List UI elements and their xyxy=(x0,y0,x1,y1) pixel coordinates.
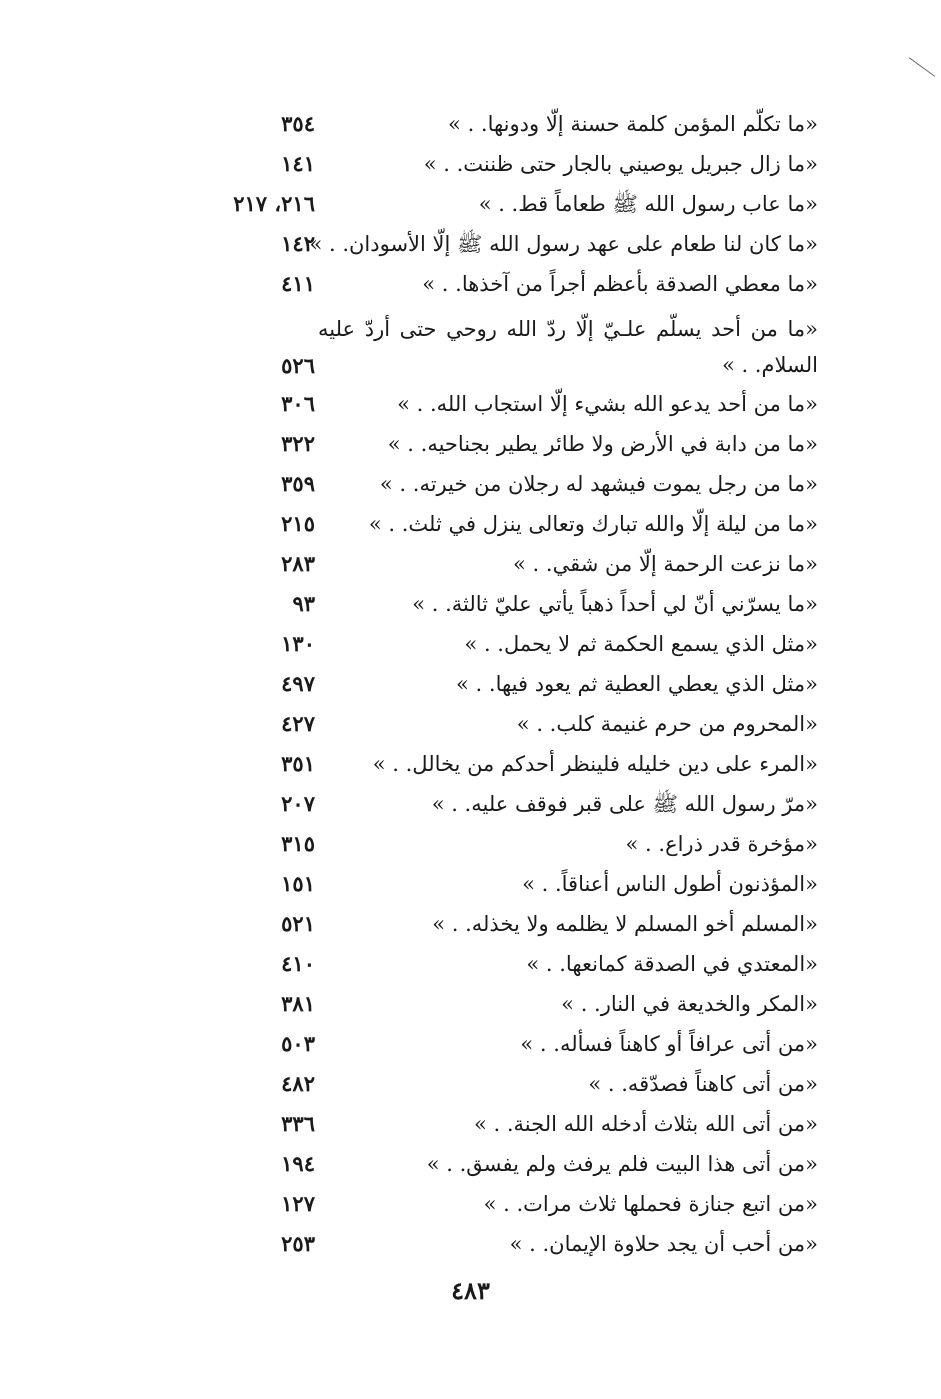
entry-text: «المعتدي في الصدقة كمانعها. . » xyxy=(526,952,818,976)
entry-text: «مثل الذي يعطي العطية ثم يعود فيها. . » xyxy=(456,672,818,696)
entry-page: ١٣٠ xyxy=(281,631,315,656)
index-entry xyxy=(0,825,941,865)
index-entry xyxy=(0,1185,941,1225)
index-entry xyxy=(0,545,941,585)
entry-page: ١٥١ xyxy=(281,871,315,896)
hadith-index-list xyxy=(0,105,941,1265)
index-entry xyxy=(0,1225,941,1265)
entry-text: «من اتبع جنازة فحملها ثلاث مرات. . » xyxy=(483,1192,818,1216)
entry-text: «المرء على دين خليله فلينظر أحدكم من يخالل. . » xyxy=(372,752,818,776)
entry-page: ٥٢٦ xyxy=(281,353,315,378)
entry-page: ٢٠٧ xyxy=(281,791,315,816)
entry-page: ٢٨٣ xyxy=(281,551,315,576)
index-entry xyxy=(0,665,941,705)
entry-text: «مرّ رسول الله ﷺ على قبر فوقف عليه. . » xyxy=(431,792,818,816)
entry-text: «من أحب أن يجد حلاوة الإيمان. . » xyxy=(509,1232,818,1256)
index-entry xyxy=(0,305,941,385)
entry-page: ٣٣٦ xyxy=(281,1111,315,1136)
entry-text: «المحروم من حرم غنيمة كلب. . » xyxy=(516,712,818,736)
entry-text: «المسلم أخو المسلم لا يظلمه ولا يخذله. . » xyxy=(432,912,818,936)
page-number: ٤٨٣ xyxy=(451,1276,490,1305)
entry-page: ٢١٥ xyxy=(281,511,315,536)
entry-text: «من أتى هذا البيت فلم يرفث ولم يفسق. . » xyxy=(426,1152,818,1176)
entry-text: «ما عاب رسول الله ﷺ طعاماً قط. . » xyxy=(478,192,818,216)
entry-page: ٣٥١ xyxy=(281,751,315,776)
entry-text: «ما من رجل يموت فيشهد له رجلان من خيرته. . » xyxy=(379,472,818,496)
entry-text: «ما تكلّم المؤمن كلمة حسنة إلّا ودونها. . » xyxy=(448,112,818,136)
entry-page: ٣٨١ xyxy=(281,991,315,1016)
index-entry xyxy=(0,385,941,425)
entry-page: ١٢٧ xyxy=(281,1191,315,1216)
index-entry xyxy=(0,1105,941,1145)
entry-page: ١٤٢ xyxy=(281,231,315,256)
index-entry xyxy=(0,145,941,185)
index-entry xyxy=(0,865,941,905)
index-entry xyxy=(0,265,941,305)
index-entry xyxy=(0,785,941,825)
entry-text: «ما يسرّني أنّ لي أحداً ذهباً يأتي عليّ ثالثة. . » xyxy=(412,592,818,616)
scan-corner-mark xyxy=(909,57,935,77)
index-entry xyxy=(0,425,941,465)
entry-page: ١٤١ xyxy=(281,151,315,176)
index-entry xyxy=(0,985,941,1025)
entry-text: «ما زال جبريل يوصيني بالجار حتى ظننت. . » xyxy=(423,152,818,176)
entry-text: «ما من أحد يدعو الله بشيء إلّا استجاب الله. . » xyxy=(397,392,818,416)
index-entry xyxy=(0,1145,941,1185)
entry-text: «ما من أحد يسلّم علـيّ إلّا ردّ الله روحي حتى أردّ عليه السلام. . » xyxy=(318,317,818,377)
index-entry xyxy=(0,505,941,545)
entry-text: «من أتى الله بثلاث أدخله الله الجنة. . » xyxy=(474,1112,818,1136)
index-entry xyxy=(0,945,941,985)
index-entry xyxy=(0,625,941,665)
entry-text: «من أتى عرافاً أو كاهناً فسأله. . » xyxy=(520,1032,818,1056)
entry-page: ٣٢٢ xyxy=(281,431,315,456)
entry-page: ٥٠٣ xyxy=(281,1031,315,1056)
entry-page: ٣١٥ xyxy=(281,831,315,856)
index-entry xyxy=(0,185,941,225)
entry-text: «مؤخرة قدر ذراع. . » xyxy=(625,832,818,856)
entry-page: ٤٩٧ xyxy=(281,671,315,696)
entry-text: «ما من دابة في الأرض ولا طائر يطير بجناحيه. . » xyxy=(387,432,818,456)
entry-page: ٣٠٦ xyxy=(281,391,315,416)
index-entry xyxy=(0,105,941,145)
entry-text: «المكر والخديعة في النار. . » xyxy=(561,992,818,1016)
entry-page: ٩٣ xyxy=(292,591,315,616)
index-entry xyxy=(0,465,941,505)
entry-page: ٣٥٤ xyxy=(281,111,315,136)
entry-page: ٣٥٩ xyxy=(281,471,315,496)
entry-page: ٤١١ xyxy=(281,271,315,296)
entry-text: «المؤذنون أطول الناس أعناقاً. . » xyxy=(522,872,818,896)
entry-text: «مثل الذي يسمع الحكمة ثم لا يحمل. . » xyxy=(464,632,818,656)
entry-text: «ما معطي الصدقة بأعظم أجراً من آخذها. . » xyxy=(422,272,818,296)
entry-text: «ما نزعت الرحمة إلّا من شقي. . » xyxy=(513,552,818,576)
entry-text: «ما من ليلة إلّا والله تبارك وتعالى ينزل في ثلث. . » xyxy=(368,512,818,536)
index-entry xyxy=(0,905,941,945)
index-entry xyxy=(0,225,941,265)
index-entry xyxy=(0,1025,941,1065)
entry-page: ٢١٦، ٢١٧ xyxy=(233,191,315,216)
index-entry xyxy=(0,585,941,625)
entry-page: ٤١٠ xyxy=(281,951,315,976)
entry-text: «ما كان لنا طعام على عهد رسول الله ﷺ إلّا الأسودان. . » xyxy=(309,232,818,256)
entry-page: ٢٥٣ xyxy=(281,1231,315,1256)
index-entry xyxy=(0,1065,941,1105)
entry-text: «من أتى كاهناً فصدّقه. . » xyxy=(588,1072,818,1096)
entry-page: ٤٨٢ xyxy=(281,1071,315,1096)
entry-page: ١٩٤ xyxy=(281,1151,315,1176)
index-entry xyxy=(0,745,941,785)
entry-page: ٥٢١ xyxy=(281,911,315,936)
index-entry xyxy=(0,705,941,745)
entry-page: ٤٢٧ xyxy=(281,711,315,736)
